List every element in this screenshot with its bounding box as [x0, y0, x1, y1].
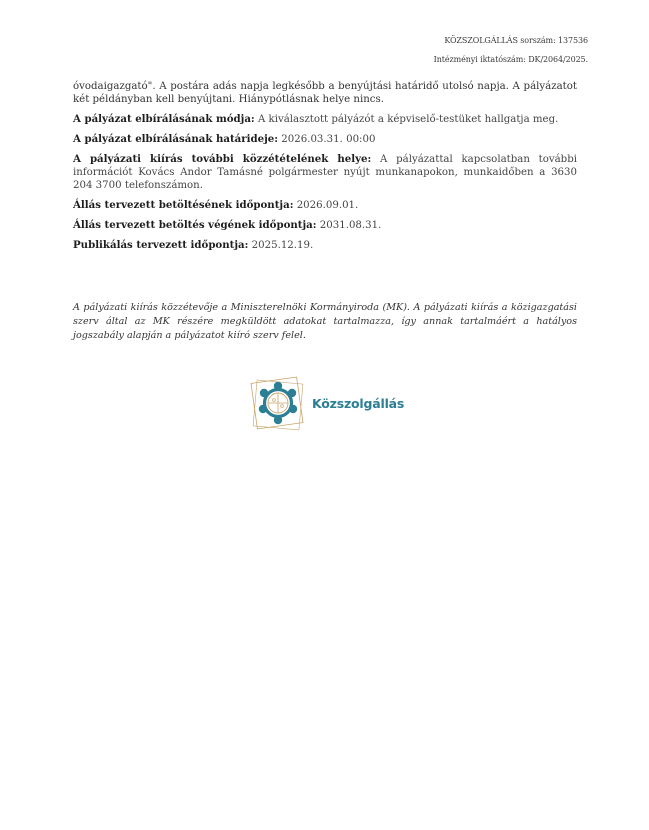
- publisher-note: A pályázati kiírás közzétevője a Miniszterelnöki Kormányiroda (MK). A pályázati kiírás a közigazgatási szerv által az MK részére megküldött adatokat tartalmazza, így annak tartalmáért a hatályos jogszabály alapján a pályázatot kiíró szerv felel.: [73, 302, 577, 341]
- evaluation-deadline: [73, 133, 577, 146]
- logo-emblem-icon: [246, 374, 310, 436]
- field-value: 2031.08.31.: [319, 220, 382, 231]
- field-value: 2026.03.31. 00:00: [281, 134, 376, 145]
- registry-number: Intézményi iktatószám: DK/2064/2025.: [433, 55, 588, 64]
- evaluation-method: [73, 113, 577, 126]
- intro-paragraph: óvodaigazgató". A postára adás napja legkésőbb a benyújtási határidő utolsó napja. A pályázatot két példányban kell benyújtani. Hiánypótlásnak helye nincs.: [73, 81, 577, 105]
- serial-number: KÖZSZOLGÁLLÁS sorszám: 137536: [444, 36, 588, 45]
- field-label: Állás tervezett betöltés végének időpontja:: [73, 219, 317, 231]
- kozszolgallas-logo: [246, 374, 416, 436]
- publication-date: [73, 239, 577, 252]
- field-label: Publikálás tervezett időpontja:: [73, 239, 249, 251]
- further-publication: [73, 153, 577, 192]
- field-label: Állás tervezett betöltésének időpontja:: [73, 199, 294, 211]
- field-value: 2026.09.01.: [296, 200, 359, 211]
- field-label: A pályázat elbírálásának határideje:: [73, 133, 279, 145]
- planned-start-date: [73, 199, 577, 212]
- field-label: A pályázati kiírás további közzétételének helye:: [73, 153, 372, 165]
- field-label: A pályázat elbírálásának módja:: [73, 113, 255, 125]
- field-value: 2025.12.19.: [251, 240, 314, 251]
- planned-end-date: [73, 219, 577, 232]
- field-value: A kiválasztott pályázót a képviselő-testüket hallgatja meg.: [257, 114, 559, 125]
- document-body: [73, 80, 577, 259]
- field-value: A pályázattal kapcsolatban további információt Kovács Andor Tamásné polgármester nyújt munkanapokon, munkaidőben a 3630 204 3700 telefonszámon.: [73, 154, 577, 191]
- logo-text: Közszolgállás: [312, 396, 405, 411]
